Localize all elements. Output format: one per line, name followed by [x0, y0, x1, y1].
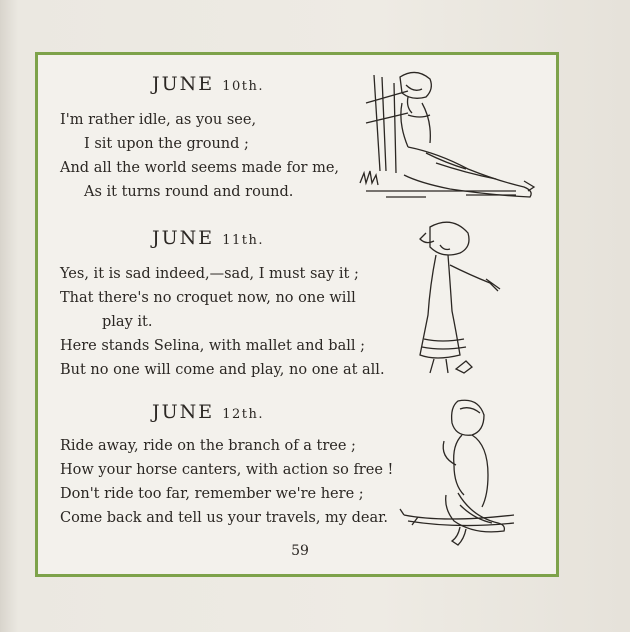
heading-june-10: [38, 73, 378, 95]
heading-word: JUNE: [152, 227, 215, 249]
verse-line: Yes, it is sad indeed,—sad, I must say it ;: [60, 266, 359, 282]
verse-line: Ride away, ride on the branch of a tree ;: [60, 438, 356, 454]
heading-june-12: [38, 401, 378, 423]
verse-june-11: [60, 262, 400, 382]
heading-ordinal: 10th.: [222, 79, 264, 94]
verse-line: I'm rather idle, as you see,: [60, 112, 257, 128]
illustration-reclining-girl: [356, 63, 556, 203]
verse-line: As it turns round and round.: [84, 184, 294, 200]
page-frame: [35, 52, 559, 577]
verse-line: Here stands Selina, with mallet and ball ;: [60, 338, 366, 354]
heading-ordinal: 12th.: [222, 407, 264, 422]
verse-line: Don't ride too far, remember we're here ;: [60, 486, 364, 502]
illustration-girl-on-branch: [398, 395, 518, 555]
verse-line: That there's no croquet now, no one will: [60, 290, 356, 306]
verse-line: play it.: [102, 314, 153, 330]
heading-word: JUNE: [152, 73, 215, 95]
verse-line: I sit upon the ground ;: [84, 136, 249, 152]
illustration-croquet-girl: [400, 219, 510, 379]
verse-june-10: [60, 108, 400, 204]
heading-word: JUNE: [152, 401, 215, 423]
page-number: 59: [291, 543, 309, 559]
heading-ordinal: 11th.: [222, 233, 264, 248]
verse-line: Come back and tell us your travels, my dear.: [60, 510, 389, 526]
verse-line: And all the world seems made for me,: [60, 160, 340, 176]
verse-line: But no one will come and play, no one at all.: [60, 362, 385, 378]
heading-june-11: [38, 227, 378, 249]
verse-june-12: [60, 434, 400, 530]
verse-line: How your horse canters, with action so free !: [60, 462, 394, 478]
